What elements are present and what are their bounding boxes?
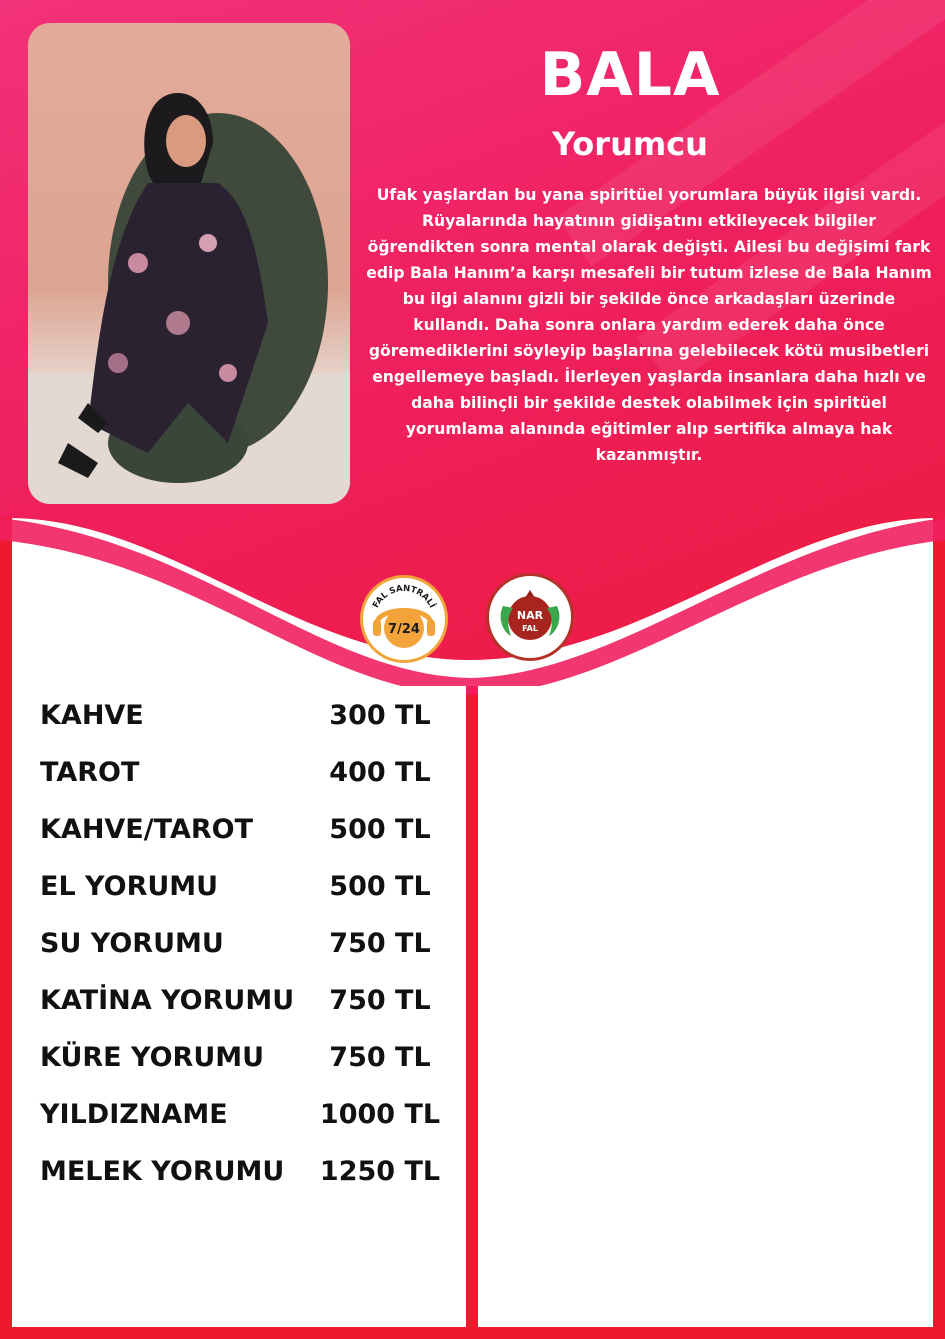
price-row (40, 1042, 440, 1099)
fal-santrali-badge: 7/24 (388, 622, 420, 637)
fal-santrali-text: FAL SANTRALİ (371, 583, 437, 610)
blank-panel (478, 686, 933, 1327)
service-price: 750 TL (329, 928, 431, 959)
price-row (40, 928, 440, 985)
price-row (40, 757, 440, 814)
profile-name: BALA (539, 40, 721, 110)
price-row (40, 814, 440, 871)
service-name: EL YORUMU (40, 871, 219, 902)
service-name: KAHVE (40, 700, 144, 731)
service-name: KAHVE/TAROT (40, 814, 253, 845)
service-price: 1000 TL (319, 1099, 441, 1130)
price-list (40, 700, 440, 1213)
nar-fal-logo (486, 573, 574, 661)
service-price: 500 TL (329, 871, 431, 902)
service-name: YILDIZNAME (40, 1099, 228, 1130)
service-name: MELEK YORUMU (40, 1156, 285, 1187)
service-name: KATİNA YORUMU (40, 985, 295, 1016)
profile-photo (28, 23, 350, 504)
profile-bio: Ufak yaşlardan bu yana spiritüel yorumlara büyük ilgisi vardı. Rüyalarında hayatının gidişatını etkileyecek bilgiler öğrendikten sonra mental olarak değişti. Ailesi bu değişimi fark edip Bala Hanım’a karşı mesafeli bir tutum izlese de Bala Hanım bu ilgi alanını gizli bir şekilde önce arkadaşları üzerinde kullandı. Daha sonra onlara yardım ederek daha önce göremediklerini söyleyip başlarına gelebilecek kötü musibetleri engellemeye başladı. İlerleyen yaşlarda insanlara daha hızlı ve daha bilinçli bir şekilde destek olabilmek için spiritüel yorumlama alanında eğitimler alıp sertifika almaya hak kazanmıştır. (366, 186, 932, 464)
service-price: 750 TL (329, 1042, 431, 1073)
price-row (40, 1099, 440, 1156)
nar-text: NAR (516, 609, 544, 622)
service-price: 500 TL (329, 814, 431, 845)
price-row (40, 985, 440, 1042)
service-price: 1250 TL (319, 1156, 441, 1187)
price-row (40, 1156, 440, 1213)
service-price: 400 TL (329, 757, 431, 788)
profile-role: Yorumcu (552, 125, 708, 163)
service-name: KÜRE YORUMU (40, 1042, 265, 1073)
svg-text:FAL SANTRALİ (371, 584, 438, 610)
service-price: 300 TL (329, 700, 431, 731)
price-row (40, 871, 440, 928)
fal-text: FAL (522, 624, 538, 633)
service-name: TAROT (40, 757, 140, 788)
fal-santrali-logo (360, 575, 448, 663)
service-price: 750 TL (329, 985, 431, 1016)
service-name: SU YORUMU (40, 928, 224, 959)
price-row (40, 700, 440, 757)
